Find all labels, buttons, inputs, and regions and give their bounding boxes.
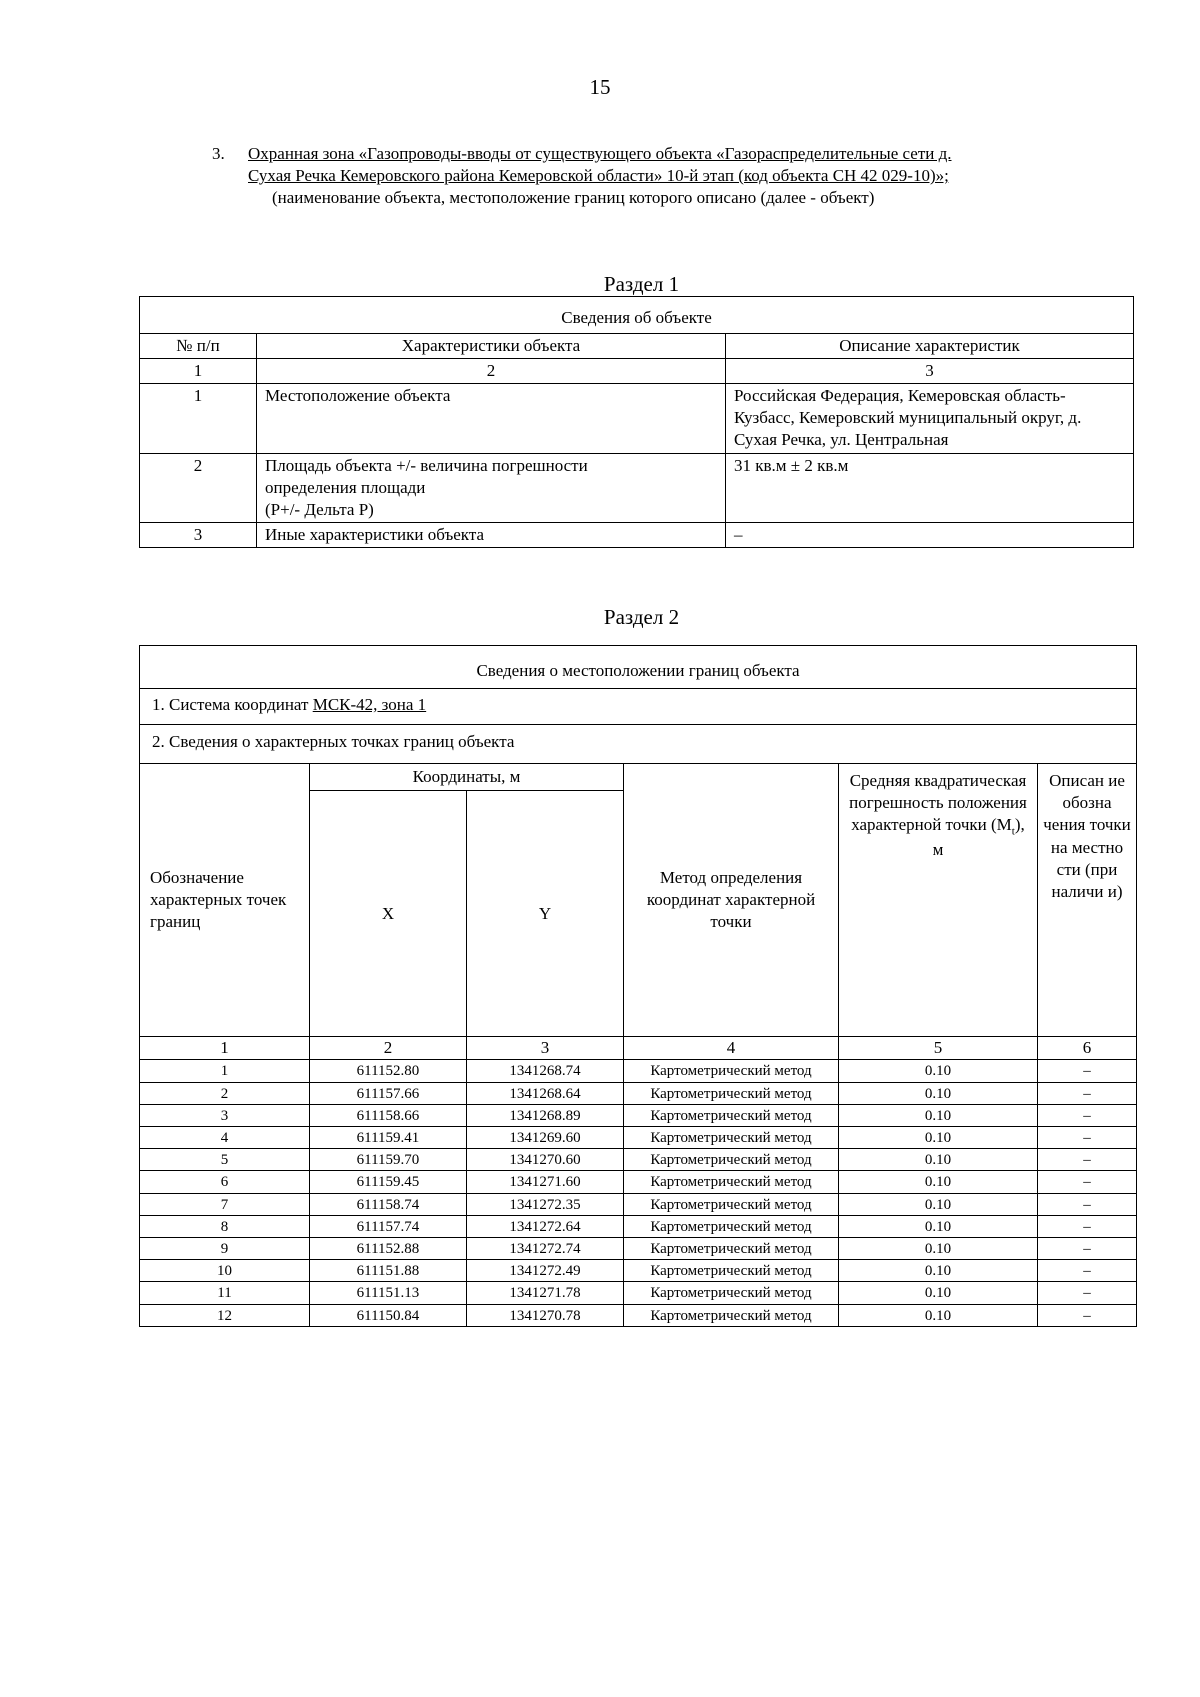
- point-y: 1341268.74: [467, 1060, 624, 1082]
- table-row: [140, 1304, 1137, 1326]
- header-error-symbol: (M: [990, 815, 1012, 835]
- object-name-line-2: Сухая Речка Кемеровского района Кемеровской области» 10-й этап (код объекта СН 42 029-10)»;: [248, 166, 949, 186]
- point-y: 1341270.60: [467, 1149, 624, 1171]
- table-row: [140, 1127, 1137, 1149]
- object-caption: (наименование объекта, местоположение границ которого описано (далее - объект): [272, 188, 875, 208]
- section-1-title: Раздел 1: [603, 272, 680, 296]
- characteristic-name-line: (P+/- Дельта P): [265, 499, 374, 519]
- header-error-unit: ), м: [932, 815, 1025, 860]
- point-method: Картометрический метод: [624, 1149, 839, 1171]
- characteristic-name: [257, 453, 726, 522]
- point-x: 611157.66: [310, 1082, 467, 1104]
- col-number: 3: [726, 359, 1134, 384]
- header-method: Метод определения координат характерной точки: [624, 764, 839, 1037]
- header-point: Обозначение характерных точек границ: [140, 764, 310, 1037]
- point-y: 1341271.78: [467, 1282, 624, 1304]
- table-row: [140, 1060, 1137, 1082]
- point-number: 11: [140, 1282, 310, 1304]
- point-y: 1341270.78: [467, 1304, 624, 1326]
- point-error: 0.10: [839, 1260, 1038, 1282]
- col-number: 6: [1038, 1037, 1137, 1060]
- header-error-sub: t: [1011, 825, 1015, 838]
- table-row: [140, 1082, 1137, 1104]
- point-x: 611152.80: [310, 1060, 467, 1082]
- point-method: Картометрический метод: [624, 1215, 839, 1237]
- point-number: 5: [140, 1149, 310, 1171]
- point-description: –: [1038, 1060, 1137, 1082]
- header-x: X: [310, 791, 467, 1037]
- coordinate-system: [140, 689, 1137, 725]
- point-method: Картометрический метод: [624, 1104, 839, 1126]
- point-description: –: [1038, 1149, 1137, 1171]
- characteristic-name: Местоположение объекта: [257, 384, 726, 453]
- header-error: [839, 764, 1038, 1037]
- point-number: 2: [140, 1082, 310, 1104]
- point-x: 611151.88: [310, 1260, 467, 1282]
- characteristic-value: 31 кв.м ± 2 кв.м: [726, 453, 1134, 522]
- coordinate-system-label: 1. Система координат: [152, 695, 313, 715]
- table-row: [140, 453, 1134, 522]
- characteristic-name-line: определения площади: [265, 477, 426, 497]
- point-error: 0.10: [839, 1127, 1038, 1149]
- point-x: 611159.45: [310, 1171, 467, 1193]
- point-y: 1341268.89: [467, 1104, 624, 1126]
- table-row: [140, 1260, 1137, 1282]
- point-number: 7: [140, 1193, 310, 1215]
- point-x: 611158.74: [310, 1193, 467, 1215]
- point-method: Картометрический метод: [624, 1082, 839, 1104]
- section-2-title: Раздел 2: [603, 605, 680, 629]
- object-info-table: [139, 296, 1134, 548]
- characteristic-name: Иные характеристики объекта: [257, 522, 726, 547]
- table-row: [140, 522, 1134, 547]
- point-x: 611150.84: [310, 1304, 467, 1326]
- point-number: 1: [140, 1060, 310, 1082]
- point-y: 1341268.64: [467, 1082, 624, 1104]
- point-description: –: [1038, 1171, 1137, 1193]
- point-error: 0.10: [839, 1193, 1038, 1215]
- characteristic-name-line: Площадь объекта +/- величина погрешности: [265, 455, 588, 475]
- table-row: [140, 1149, 1137, 1171]
- point-x: 611157.74: [310, 1215, 467, 1237]
- point-method: Картометрический метод: [624, 1060, 839, 1082]
- point-number: 3: [140, 1104, 310, 1126]
- point-error: 0.10: [839, 1171, 1038, 1193]
- characteristic-value: Российская Федерация, Кемеровская область-Кузбасс, Кемеровский муниципальный округ, д. Сухая Речка, ул. Центральная: [726, 384, 1134, 453]
- col-number: 5: [839, 1037, 1038, 1060]
- point-description: –: [1038, 1193, 1137, 1215]
- point-x: 611158.66: [310, 1104, 467, 1126]
- point-number: 10: [140, 1260, 310, 1282]
- point-x: 611152.88: [310, 1237, 467, 1259]
- object-info-table-title: Сведения об объекте: [140, 297, 1134, 334]
- col-number: 3: [467, 1037, 624, 1060]
- points-heading: 2. Сведения о характерных точках границ объекта: [140, 725, 1137, 764]
- col-number: 1: [140, 1037, 310, 1060]
- header-coordinates: Координаты, м: [310, 764, 624, 791]
- header-point-description: Описан ие обозна чения точки на местно сти (при наличи и): [1038, 764, 1137, 1037]
- point-y: 1341271.60: [467, 1171, 624, 1193]
- table-row: [140, 1193, 1137, 1215]
- header-y: Y: [467, 791, 624, 1037]
- point-y: 1341272.64: [467, 1215, 624, 1237]
- point-x: 611151.13: [310, 1282, 467, 1304]
- point-method: Картометрический метод: [624, 1127, 839, 1149]
- point-error: 0.10: [839, 1215, 1038, 1237]
- col-number: 2: [310, 1037, 467, 1060]
- table-row: [140, 384, 1134, 453]
- point-description: –: [1038, 1304, 1137, 1326]
- boundary-table-title: Сведения о местоположении границ объекта: [140, 646, 1137, 689]
- point-error: 0.10: [839, 1104, 1038, 1126]
- point-y: 1341272.49: [467, 1260, 624, 1282]
- point-method: Картометрический метод: [624, 1171, 839, 1193]
- point-error: 0.10: [839, 1237, 1038, 1259]
- col-number: 1: [140, 359, 257, 384]
- point-method: Картометрический метод: [624, 1304, 839, 1326]
- point-number: 9: [140, 1237, 310, 1259]
- point-description: –: [1038, 1104, 1137, 1126]
- header-characteristic: Характеристики объекта: [257, 334, 726, 359]
- point-error: 0.10: [839, 1149, 1038, 1171]
- item-number: 3.: [212, 144, 225, 163]
- header-error-text: Средняя квадратическая погрешность положения характерной точки: [849, 771, 1027, 835]
- point-method: Картометрический метод: [624, 1260, 839, 1282]
- row-number: 3: [140, 522, 257, 547]
- point-description: –: [1038, 1282, 1137, 1304]
- page-number: 15: [589, 75, 611, 99]
- point-error: 0.10: [839, 1304, 1038, 1326]
- boundary-points-table: [139, 645, 1137, 1327]
- point-x: 611159.70: [310, 1149, 467, 1171]
- characteristic-value: –: [726, 522, 1134, 547]
- point-method: Картометрический метод: [624, 1193, 839, 1215]
- point-number: 4: [140, 1127, 310, 1149]
- point-number: 12: [140, 1304, 310, 1326]
- point-y: 1341272.74: [467, 1237, 624, 1259]
- object-name-line-1: Охранная зона «Газопроводы-вводы от существующего объекта «Газораспределительные сети д.: [248, 144, 952, 163]
- point-description: –: [1038, 1082, 1137, 1104]
- col-number: 2: [257, 359, 726, 384]
- point-number: 8: [140, 1215, 310, 1237]
- table-row: [140, 1215, 1137, 1237]
- point-x: 611159.41: [310, 1127, 467, 1149]
- point-description: –: [1038, 1237, 1137, 1259]
- point-y: 1341269.60: [467, 1127, 624, 1149]
- point-method: Картометрический метод: [624, 1282, 839, 1304]
- point-method: Картометрический метод: [624, 1237, 839, 1259]
- point-description: –: [1038, 1215, 1137, 1237]
- point-error: 0.10: [839, 1060, 1038, 1082]
- coordinate-system-value: МСК-42, зона 1: [312, 695, 427, 715]
- point-error: 0.10: [839, 1282, 1038, 1304]
- table-row: [140, 1282, 1137, 1304]
- table-row: [140, 1104, 1137, 1126]
- point-description: –: [1038, 1127, 1137, 1149]
- header-description: Описание характеристик: [726, 334, 1134, 359]
- row-number: 1: [140, 384, 257, 453]
- point-description: –: [1038, 1260, 1137, 1282]
- point-error: 0.10: [839, 1082, 1038, 1104]
- object-item: [212, 143, 1112, 209]
- col-number: 4: [624, 1037, 839, 1060]
- point-y: 1341272.35: [467, 1193, 624, 1215]
- header-number: № п/п: [140, 334, 257, 359]
- row-number: 2: [140, 453, 257, 522]
- table-row: [140, 1171, 1137, 1193]
- point-number: 6: [140, 1171, 310, 1193]
- table-row: [140, 1237, 1137, 1259]
